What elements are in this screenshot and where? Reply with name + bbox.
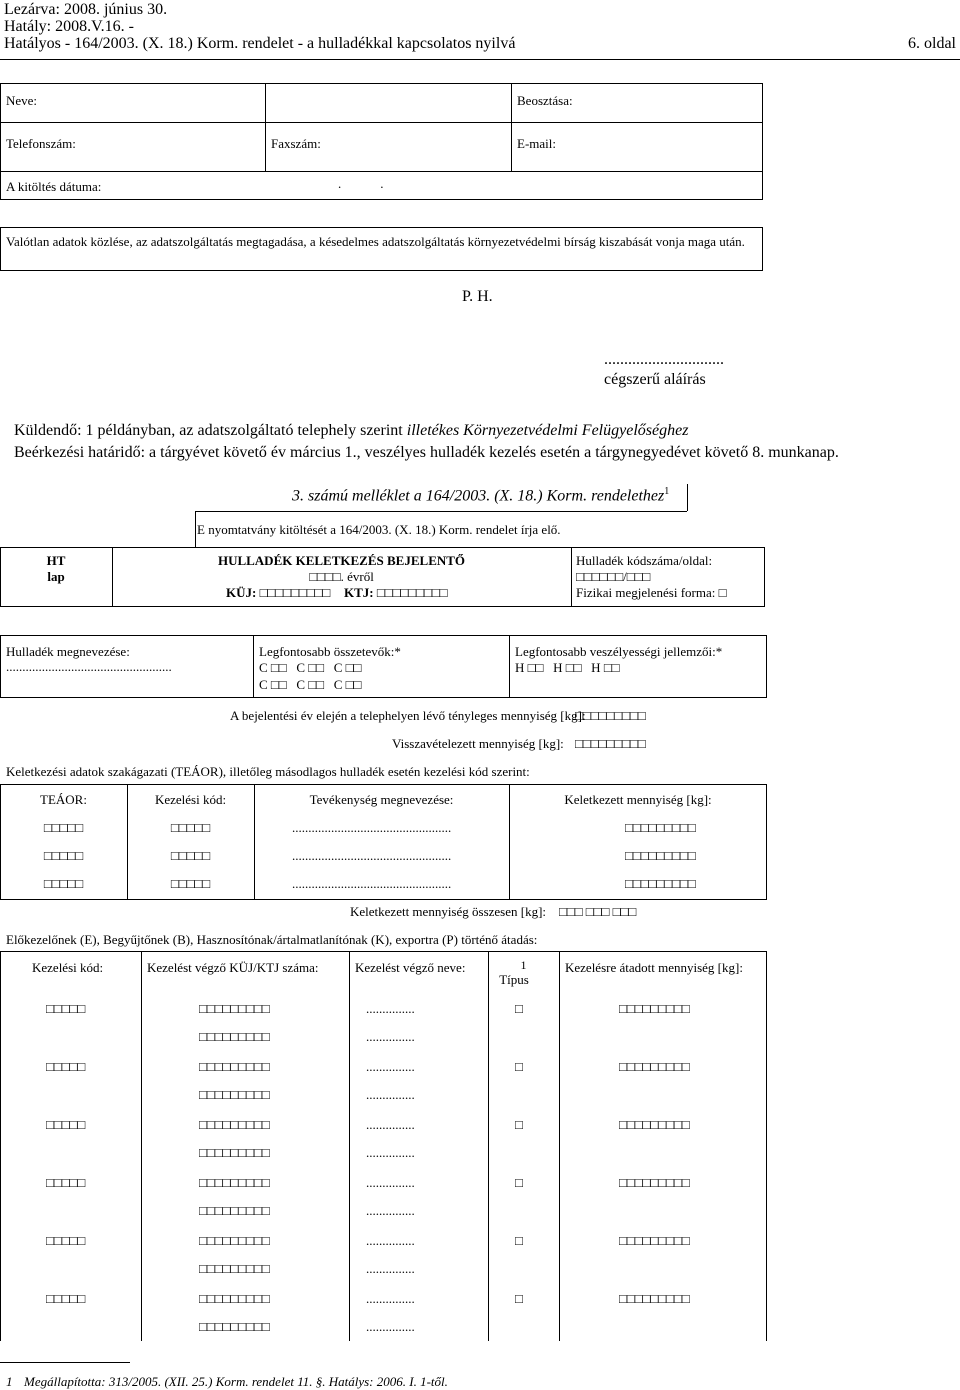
waste-code-label: Hulladék kódszáma/oldal: — [576, 553, 713, 568]
transfer-ktj-cell: □□□□□□□□□ — [199, 1145, 270, 1160]
footnote-text: Megállapította: 313/2005. (XII. 25.) Korm. rendelet 11. §. Hatálys: 2006. I. 1-től. — [24, 1374, 448, 1389]
transfer-kuj-cell: □□□□□□□□□ — [199, 1117, 270, 1132]
warning-text: Valótlan adatok közlése, az adatszolgáltatás megtagadása, a késedelmes adatszolgáltatás környezetvédelmi bírság kiszabását vonja maga után. — [6, 234, 745, 249]
teaor-cell: □□□□□ — [170, 820, 211, 835]
transfer-type-cell: □ — [515, 1291, 523, 1306]
transfer-name-cell: ............... — [366, 1233, 415, 1248]
transfer-name-cell: ............... — [366, 1059, 415, 1074]
teaor-cell: □□□□□ — [43, 848, 84, 863]
transfer-type-cell: □ — [515, 1001, 523, 1016]
transfer-name-cell: ............... — [366, 1175, 415, 1190]
transfer-header: Kezelést végző neve: — [355, 960, 466, 975]
start-quantity-boxes: □□□□□□□□□ — [575, 708, 646, 723]
hazard-label: Legfontosabb veszélyességi jellemzői:* — [515, 644, 723, 659]
waste-col-divider — [253, 635, 254, 698]
deadline-text: Beérkezési határidő: a tárgyévet követő év március 1., veszélyes hulladék kezelés esetén a tárgynegyedévet követő 8. munkanap. — [14, 444, 839, 461]
lap-label: lap — [47, 569, 65, 584]
header-closed-date: Lezárva: 2008. június 30. — [4, 1, 168, 18]
transfer-type-cell: □ — [515, 1233, 523, 1248]
waste-name-label: Hulladék megnevezése: — [6, 644, 130, 659]
teaor-cell: ................................................. — [292, 876, 452, 891]
transfer-name-cell: ............... — [366, 1291, 415, 1306]
position-label: Beosztása: — [517, 93, 573, 108]
transfer-quantity-cell: □□□□□□□□□ — [619, 1117, 690, 1132]
teaor-cell: □□□□□ — [43, 876, 84, 891]
returned-quantity-label: Visszavételezett mennyiség [kg]: — [392, 736, 564, 751]
send-instruction — [14, 422, 688, 440]
transfer-quantity-cell: □□□□□□□□□ — [619, 1233, 690, 1248]
teaor-cell: □□□□□□□□□ — [625, 848, 696, 863]
signature-dots: .............................. — [604, 351, 724, 368]
transfer-code-cell: □□□□□ — [46, 1291, 86, 1306]
transfer-ktj-cell: □□□□□□□□□ — [199, 1319, 270, 1334]
transfer-quantity-cell: □□□□□□□□□ — [619, 1175, 690, 1190]
waste-code-boxes: □□□□□□/□□□ — [576, 569, 651, 584]
total-quantity-boxes: □□□ □□□ □□□ — [559, 904, 637, 919]
transfer-code-cell: □□□□□ — [46, 1001, 86, 1016]
date-separators: . . — [338, 176, 384, 191]
teaor-header: Keletkezett mennyiség [kg]: — [564, 792, 712, 807]
waste-col-divider — [509, 635, 510, 698]
name-label: Neve: — [6, 93, 38, 108]
transfer-type-cell: □ — [515, 1117, 523, 1132]
teaor-cell: □□□□□ — [170, 848, 211, 863]
transfer-code-cell: □□□□□ — [46, 1233, 86, 1248]
transfer-ktj-cell: □□□□□□□□□ — [199, 1087, 270, 1102]
returned-quantity-boxes: □□□□□□□□□ — [575, 736, 646, 751]
form-title: HULLADÉK KELETKEZÉS BEJELENTŐ — [217, 553, 466, 568]
footnote-divider — [0, 1362, 130, 1363]
teaor-header: TEÁOR: — [40, 792, 87, 807]
email-label: E-mail: — [517, 136, 556, 151]
components-row-2: C □□ C □□ C □□ — [259, 677, 362, 692]
transfer-code-cell: □□□□□ — [46, 1175, 86, 1190]
teaor-cell: ................................................. — [292, 848, 452, 863]
ht-label: HT — [46, 553, 66, 568]
transfer-ktj-cell: □□□□□□□□□ — [199, 1261, 270, 1276]
date-label: A kitöltés dátuma: — [6, 179, 102, 194]
transfer-quantity-cell: □□□□□□□□□ — [619, 1001, 690, 1016]
contact-col-divider — [265, 83, 266, 171]
start-quantity-label: A bejelentési év elején a telephelyen lévő tényleges mennyiség [kg]: — [230, 708, 586, 723]
transfer-kuj-cell: □□□□□□□□□ — [199, 1233, 270, 1248]
transfer-name-cell: ............... — [366, 1261, 415, 1276]
teaor-cell: □□□□□ — [170, 876, 211, 891]
physical-form-field: Fizikai megjelenési forma: □ — [576, 585, 727, 600]
annex-footnote-mark: 1 — [664, 486, 670, 497]
header-page-number: 6. oldal — [908, 35, 956, 52]
transfer-col-divider — [141, 951, 142, 1341]
transfer-quantity-cell: □□□□□□□□□ — [619, 1059, 690, 1074]
transfer-header: Kezelést végző KÜJ/KTJ száma: — [147, 960, 319, 975]
teaor-cell: □□□□□□□□□ — [625, 820, 696, 835]
transfer-kuj-cell: □□□□□□□□□ — [199, 1175, 270, 1190]
transfer-quantity-cell: □□□□□□□□□ — [619, 1291, 690, 1306]
transfer-name-cell: ............... — [366, 1029, 415, 1044]
transfer-header: Kezelési kód: — [32, 960, 104, 975]
transfer-name-cell: ............... — [366, 1145, 415, 1160]
send-recipient: illetékes Környezetvédelmi Felügyelőséghez — [406, 422, 689, 439]
contact-row-divider — [0, 122, 763, 123]
annex-title-text: 3. számú melléklet a 164/2003. (X. 18.) Korm. rendelethez — [292, 487, 665, 505]
ht-col-divider — [571, 547, 572, 607]
transfer-intro: Előkezelőnek (E), Begyűjtőnek (B), Hasznosítónak/ártalmatlanítónak (K), exportra (P) történő átadás: — [6, 932, 538, 947]
teaor-header: Kezelési kód: — [154, 792, 227, 807]
teaor-intro: Keletkezési adatok szakágazati (TEÁOR), illetőleg másodlagos hulladék esetén kezelési kód szerint: — [6, 764, 530, 779]
transfer-col-divider — [559, 951, 560, 1341]
annex-note: E nyomtatvány kitöltését a 164/2003. (X. 18.) Korm. rendelet írja elő. — [197, 522, 561, 537]
signature-label: cégszerű aláírás — [604, 371, 706, 388]
total-quantity-label: Keletkezett mennyiség összesen [kg]: — [350, 904, 547, 919]
transfer-code-cell: □□□□□ — [46, 1117, 86, 1132]
transfer-ktj-cell: □□□□□□□□□ — [199, 1203, 270, 1218]
header-regulation: Hatályos - 164/2003. (X. 18.) Korm. rendelet - a hulladékkal kapcsolatos nyilvá — [4, 35, 516, 52]
waste-name-dots: ................................................... — [6, 659, 172, 674]
transfer-code-cell: □□□□□ — [46, 1059, 86, 1074]
annex-box-left — [195, 511, 196, 547]
transfer-ktj-cell: □□□□□□□□□ — [199, 1029, 270, 1044]
footnote-number: 1 — [6, 1374, 13, 1389]
phone-label: Telefonszám: — [6, 136, 76, 151]
teaor-cell: ................................................. — [292, 820, 452, 835]
transfer-header: Kezelésre átadott mennyiség [kg]: — [565, 960, 743, 975]
transfer-col-divider — [488, 951, 489, 1341]
transfer-name-cell: ............... — [366, 1319, 415, 1334]
transfer-type-cell: □ — [515, 1175, 523, 1190]
teaor-cell: □□□□□ — [43, 820, 84, 835]
annex-underline — [195, 511, 687, 512]
components-label: Legfontosabb összetevők:* — [259, 644, 401, 659]
transfer-name-cell: ............... — [366, 1117, 415, 1132]
transfer-kuj-cell: □□□□□□□□□ — [199, 1059, 270, 1074]
kuj-field: KÜJ: □□□□□□□□□ — [226, 585, 331, 600]
transfer-col-divider — [349, 951, 350, 1341]
transfer-kuj-cell: □□□□□□□□□ — [199, 1001, 270, 1016]
transfer-kuj-cell: □□□□□□□□□ — [199, 1291, 270, 1306]
contact-col-divider — [511, 83, 512, 171]
transfer-name-cell: ............... — [366, 1203, 415, 1218]
transfer-header-note: 1 — [520, 958, 527, 972]
contact-row-divider — [0, 171, 763, 172]
transfer-header: Típus — [499, 972, 529, 987]
header-divider — [0, 59, 960, 60]
transfer-name-cell: ............... — [366, 1001, 415, 1016]
teaor-cell: □□□□□□□□□ — [625, 876, 696, 891]
header-effective-date: Hatály: 2008.V.16. - — [4, 18, 134, 35]
transfer-name-cell: ............... — [366, 1087, 415, 1102]
send-prefix: Küldendő: 1 példányban, az adatszolgáltató telephely szerint — [14, 422, 407, 439]
annex-title — [292, 486, 669, 505]
stamp-place: P. H. — [462, 288, 493, 305]
fax-label: Faxszám: — [271, 136, 321, 151]
components-row-1: C □□ C □□ C □□ — [259, 660, 362, 675]
report-year: □□□□. évről — [309, 569, 374, 584]
transfer-type-cell: □ — [515, 1059, 523, 1074]
ktj-field: KTJ: □□□□□□□□□ — [344, 585, 448, 600]
annex-box-right — [687, 484, 688, 511]
teaor-header: Tevékenység megnevezése: — [309, 792, 454, 807]
hazard-row: H □□ H □□ H □□ — [515, 660, 620, 675]
